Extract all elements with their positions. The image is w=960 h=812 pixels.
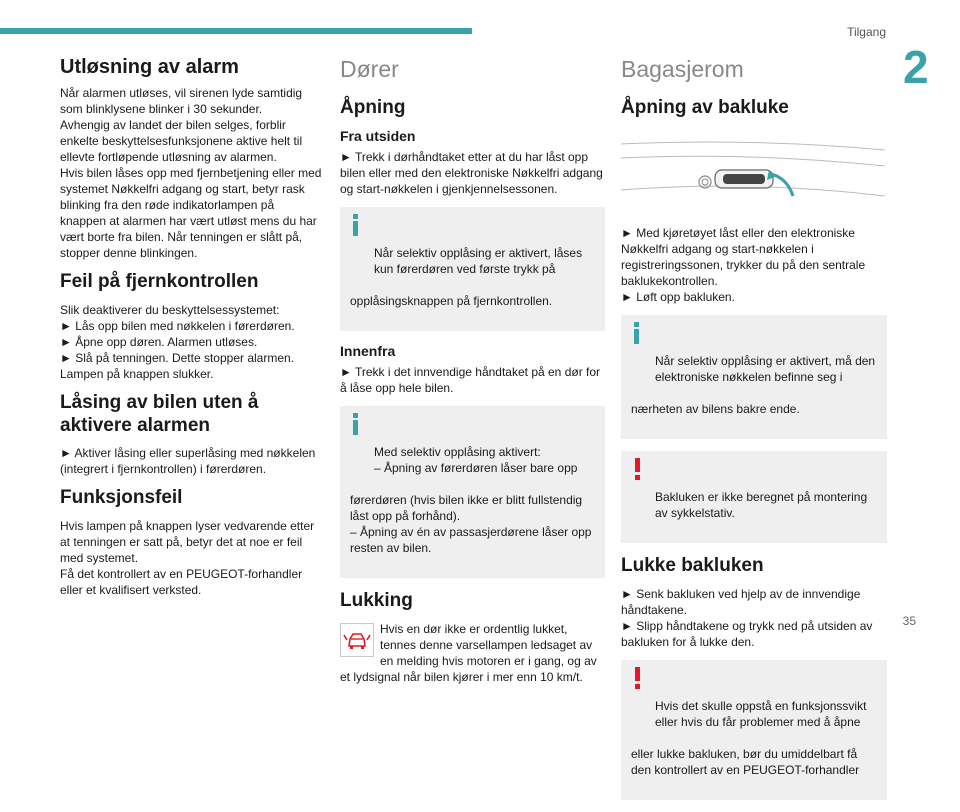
column-doors [340, 56, 605, 685]
top-accent-bar [0, 28, 472, 34]
section-label: Tilgang [847, 25, 886, 39]
heading-lock-without-alarm: Låsing av bilen uten å aktivere alarmen [60, 391, 259, 436]
note-text-cont: førerdøren (hvis bilen ikke er blitt fullstendig låst opp på forhånd). – Åpning av én av passasjerdørene låser opp resten av bilen. [350, 492, 592, 555]
text-close-tailgate: ► Senk bakluken ved hjelp av de innvendige håndtakene. ► Slipp håndtakene og trykk ned på utsiden av bakluken for å lukke den. [621, 586, 873, 649]
note-text: Når selektiv opplåsing er aktivert, låses kun førerdøren ved første trykk på [374, 245, 583, 276]
heading-closing: Lukking [340, 589, 413, 611]
info-note-selective-inside [340, 406, 605, 578]
text-from-outside: ► Trekk i dørhåndtaket etter at du har låst opp bilen eller med den elektroniske Nøkkelfri adgang og start-nøkkelen i gjenkjennelsessonen. [340, 149, 603, 196]
info-note-key-nearby [621, 315, 887, 439]
heading-from-outside: Fra utsiden [340, 127, 416, 144]
heading-remote-fault: Feil på fjernkontrollen [60, 271, 259, 292]
info-icon [350, 413, 362, 435]
text-from-inside: ► Trekk i det innvendige håndtaket på en dør for å låse opp hele bilen. [340, 364, 601, 395]
heading-alarm: Utløsning av alarm [60, 56, 239, 78]
note-text-cont: eller lukke bakluken, bør du umiddelbart få den kontrollert av en PEUGEOT-forhandler [631, 746, 860, 777]
note-text-cont: nærheten av bilens bakre ende. [631, 401, 800, 416]
note-text: Hvis det skulle oppstå en funksjonssvikt eller hvis du får problemer med å åpne [655, 698, 867, 729]
chapter-number: 2 [903, 41, 929, 93]
heading-open-tailgate: Åpning av bakluke [621, 97, 789, 118]
warning-note-malfunction [621, 660, 887, 800]
note-text-cont: opplåsingsknappen på fjernkontrollen. [350, 293, 553, 308]
text-remote-fault: Slik deaktiverer du beskyttelsessystemet: ► Lås opp bilen med nøkkelen i førerdøren. ► Åpne opp døren. Alarmen utløses. ► Slå på tenningen. Dette stopper alarmen. Lampen på knappen slukker. [60, 302, 295, 381]
info-icon [350, 214, 362, 236]
note-text: Når selektiv opplåsing er aktivert, må den elektroniske nøkkelen befinne seg i [655, 353, 876, 384]
tailgate-handle-illustration [621, 136, 885, 208]
column-boot [621, 56, 887, 812]
title-boot: Bagasjerom [621, 56, 744, 82]
column-alarm [60, 56, 322, 598]
note-text: Med selektiv opplåsing aktivert: – Åpning av førerdøren låser bare opp [374, 444, 578, 475]
warning-icon [631, 458, 643, 480]
title-doors: Dører [340, 56, 399, 82]
info-icon [631, 322, 643, 344]
heading-opening: Åpning [340, 97, 406, 118]
note-text: Bakluken er ikke beregnet på montering av sykkelstativ. [655, 489, 868, 520]
warning-icon [631, 667, 643, 689]
text-closing: Hvis en dør ikke er ordentlig lukket, tennes denne varsellampen ledsaget av en melding hvis motoren er i gang, og av et lydsignal når bilen kjører i mer enn 10 km/t. [340, 621, 597, 684]
page-number: 35 [902, 614, 916, 628]
heading-from-inside: Innenfra [340, 342, 396, 359]
text-malfunction: Hvis lampen på knappen lyser vedvarende etter at tenningen er satt på, betyr det at noe er feil med systemet. Få det kontrollert av en PEUGEOT-forhandler eller et kvalifisert verksted. [60, 519, 315, 598]
heading-close-tailgate: Lukke bakluken [621, 554, 764, 576]
warning-note-bike-rack [621, 451, 887, 543]
heading-malfunction: Funksjonsfeil [60, 487, 183, 509]
info-note-selective-unlock [340, 207, 605, 331]
text-lock-without-alarm: ► Aktiver låsing eller superlåsing med nøkkelen (integrert i fjernkontrollen) i førerdøren. [60, 446, 316, 477]
text-alarm: Når alarmen utløses, vil sirenen lyde samtidig som blinklysene blinker i 30 sekunder. Avhengig av landet der bilen selges, forblir enkelte beskyttelsesfunksjonene aktive helt til ellevte fortløpende utløsning av alarmen. Hvis bilen låses opp med fjernbetjening eller med systemet Nøkkelfri adgang og start, betyr rask blinking fra den røde indikatorlampen på knappen at alarmen har vært utløst mens du har vært borte fra bilen. Når tenningen er slått på, stopper denne blinkingen. [60, 86, 322, 260]
text-open-tailgate: ► Med kjøretøyet låst eller den elektroniske Nøkkelfri adgang og start-nøkkelen i registreringssonen, trykker du på den sentrale baklukekontrollen. ► Løft opp bakluken. [621, 225, 866, 304]
